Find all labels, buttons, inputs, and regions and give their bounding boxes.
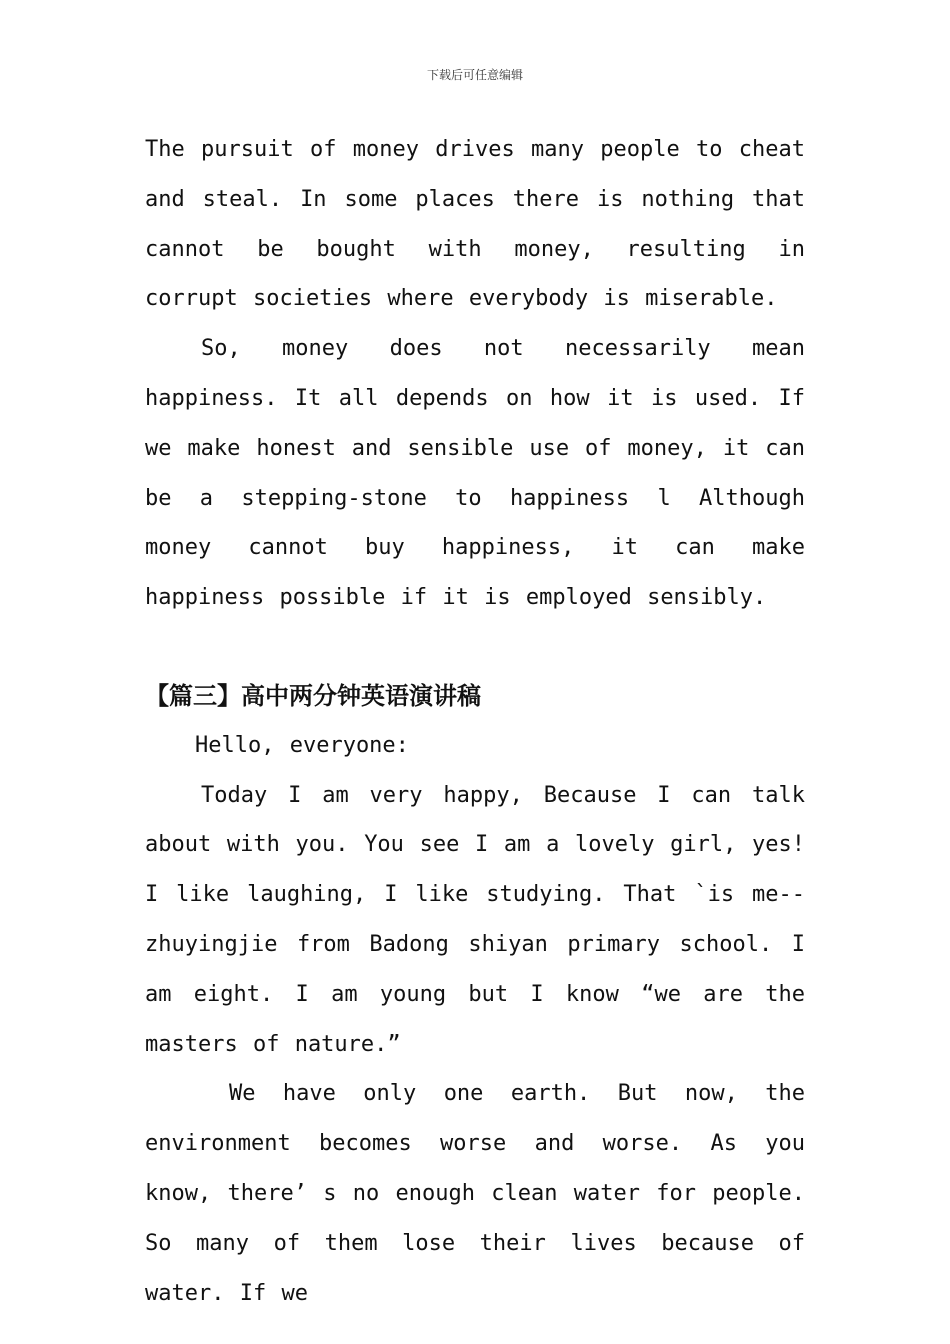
paragraph-environment: We have only one earth. But now, the environment becomes worse and worse. As you know, there’ s no enough clean water for people. So many of them lose their lives because of water. If we [145,1081,805,1306]
document-body [145,125,805,1318]
speech-greeting: Hello, everyone: [195,732,409,758]
paragraph-money-happiness: So, money does not necessarily mean happiness. It all depends on how it is used. If we make honest and sensible use of money, it can be a stepping-stone to happiness l Although money cannot buy happiness, it can make happiness possible if it is employed sensibly. [145,336,805,611]
page-header: 下载后可任意编辑 [426,68,523,82]
section-title: 【篇三】高中两分钟英语演讲稿 [145,680,481,710]
paragraph-introduction: Today I am very happy, Because I can talk about with you. You see I am a lovely girl, yes! I like laughing, I like studying. That `is me-- zhuyingjie from Badong shiyan primary school. I am eight. I am young but I know “we are the masters of nature.” [145,782,805,1057]
paragraph-money-cheat: The pursuit of money drives many people to cheat and steal. In some places there is nothing that cannot be bought with money, resulting in corrupt societies where everybody is miserable. [145,137,805,312]
